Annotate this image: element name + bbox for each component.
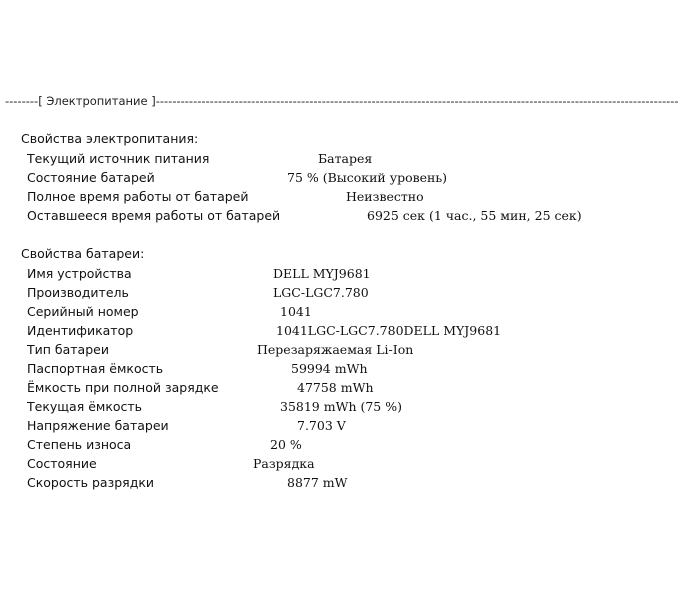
row-label: Состояние xyxy=(27,456,97,471)
battery-row-discharge-rate xyxy=(0,473,600,492)
battery-row-type xyxy=(0,340,600,359)
row-value: LGC-LGC7.780 xyxy=(273,285,369,300)
row-value: 6925 сек (1 час., 55 мин, 25 сек) xyxy=(367,208,582,223)
row-label: Производитель xyxy=(27,285,129,300)
row-value: 1041LGC-LGC7.780DELL MYJ9681 xyxy=(276,323,502,338)
row-value: 7.703 V xyxy=(297,418,346,433)
battery-row-manufacturer xyxy=(0,283,600,302)
row-value: 75 % (Высокий уровень) xyxy=(287,170,448,185)
row-value: Батарея xyxy=(318,151,373,166)
row-value: DELL MYJ9681 xyxy=(273,266,371,281)
battery-row-full-charge-capacity xyxy=(0,378,600,397)
row-value: 59994 mWh xyxy=(291,361,368,376)
row-value: 20 % xyxy=(270,437,302,452)
row-label: Идентификатор xyxy=(27,323,134,338)
row-value: 47758 mWh xyxy=(297,380,374,395)
battery-row-design-capacity xyxy=(0,359,600,378)
row-value: Неизвестно xyxy=(346,189,424,204)
row-value: 1041 xyxy=(280,304,312,319)
row-value: Перезаряжаемая Li-Ion xyxy=(257,342,414,357)
battery-row-device-name xyxy=(0,264,600,283)
power-row-full-time xyxy=(0,187,600,206)
battery-row-serial xyxy=(0,302,600,321)
row-value: 35819 mWh (75 %) xyxy=(280,399,402,414)
section-header-power: --------[ Электропитание ]------------------------------------------------------------------------------------------------------------------------------ xyxy=(5,94,679,108)
row-label: Имя устройства xyxy=(27,266,132,281)
row-label: Состояние батарей xyxy=(27,170,155,185)
row-label: Текущий источник питания xyxy=(27,151,210,166)
power-row-remaining-time xyxy=(0,206,600,225)
row-label: Полное время работы от батарей xyxy=(27,189,249,204)
power-properties-title: Свойства электропитания: xyxy=(21,131,199,146)
battery-properties-title: Свойства батареи: xyxy=(21,246,145,261)
row-label: Паспортная ёмкость xyxy=(27,361,164,376)
row-value: Разрядка xyxy=(253,456,315,471)
row-label: Ёмкость при полной зарядке xyxy=(27,380,219,395)
battery-row-wear-level xyxy=(0,435,600,454)
row-label: Оставшееся время работы от батарей xyxy=(27,208,281,223)
power-row-battery-state xyxy=(0,168,600,187)
row-label: Тип батареи xyxy=(27,342,109,357)
row-value: 8877 mW xyxy=(287,475,348,490)
battery-row-identifier xyxy=(0,321,600,340)
row-label: Скорость разрядки xyxy=(27,475,155,490)
battery-row-current-capacity xyxy=(0,397,600,416)
row-label: Серийный номер xyxy=(27,304,139,319)
battery-row-voltage xyxy=(0,416,600,435)
power-row-source xyxy=(0,149,600,168)
row-label: Степень износа xyxy=(27,437,132,452)
battery-row-status xyxy=(0,454,600,473)
row-label: Текущая ёмкость xyxy=(27,399,143,414)
row-label: Напряжение батареи xyxy=(27,418,169,433)
